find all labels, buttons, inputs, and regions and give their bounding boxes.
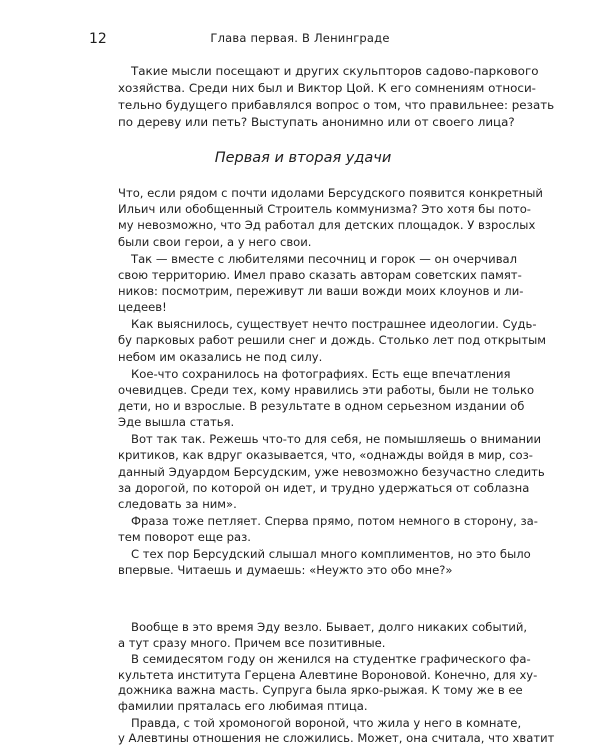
text-line: дети, но и взрослые. В результате в одном серьезном издании об: [118, 399, 525, 413]
text-line: хозяйства. Среди них был и Виктор Цой. К его сомнениям относи-: [118, 81, 536, 95]
text-line: тельно будущего прибавлялся вопрос о том, что правильнее: резать: [118, 98, 555, 112]
text-line: Что, если рядом с почти идолами Берсудского появится конкретный: [118, 186, 543, 200]
text-line: бу парковых работ решили снег и дождь. Столько лет под открытым: [118, 333, 546, 348]
text-line: му невозможно, что Эд работал для детских площадок. У взрослых: [118, 218, 536, 233]
section-heading: Первая и вторая удачи: [214, 150, 392, 166]
text-line: за дорогой, по которой он идет, и трудно удержаться от соблазна: [118, 480, 530, 495]
text-line: Так — вместе с любителями песочниц и горок — он очерчивал: [131, 251, 518, 266]
text-line: ников: посмотрим, переживут ли ваши вожди моих клоунов и ли-: [118, 284, 524, 298]
text-line: тем поворот еще раз.: [118, 530, 251, 545]
text-line: критиков, как вдруг оказывается, что, «однажды войдя в мир, соз-: [118, 448, 533, 463]
text-line: были свои герои, а у него свои.: [118, 234, 312, 249]
text-line: Кое-что сохранилось на фотографиях. Есть еще впечатления: [131, 366, 511, 381]
text-line: культета института Герцена Алевтине Вороновой. Конечно, для ху-: [118, 667, 538, 682]
text-line: цедеев!: [118, 300, 167, 315]
text-line: Правда, с той хромоногой вороной, что жила у него в комнате,: [131, 715, 522, 730]
text-line: очевидцев. Среди тех, кому нравились эти работы, были не только: [118, 382, 535, 397]
text-line: Эде вышла статья.: [118, 415, 235, 430]
text-line: следовать за ним».: [118, 497, 237, 511]
text-line: Как выяснилось, существует нечто пострашнее идеологии. Судь-: [131, 317, 537, 332]
text-line: данный Эдуардом Берсудским, уже невозможно безучастно следить: [118, 464, 545, 479]
text-line: дожника важна масть. Супруга была ярко-рыжая. К тому же в ее: [118, 683, 523, 698]
text-line: Вот так так. Режешь что-то для себя, не помышляешь о внимании: [131, 432, 542, 447]
text-line: Вообще в это время Эду везло. Бывает, долго никаких событий,: [131, 620, 528, 634]
text-line: фамилии пряталась его любимая птица.: [118, 699, 368, 713]
text-line: Такие мысли посещают и других скульпторов садово-паркового: [131, 64, 539, 78]
text-line: свою территорию. Имел право сказать авторам советских памят-: [118, 267, 522, 282]
text-line: С тех пор Берсудский слышал много комплиментов, но это было: [131, 547, 531, 562]
text-line: Фраза тоже петляет. Сперва прямо, потом немного в сторону, за-: [131, 514, 538, 528]
text-line: небом им оказались не под силу.: [118, 349, 323, 364]
text-line: а тут сразу много. Причем все позитивные.: [118, 635, 386, 650]
text-line: В семидесятом году он женился на студентке графического фа-: [131, 652, 531, 667]
text-line: у Алевтины отношения не сложились. Может, она считала, что хватит: [118, 731, 555, 746]
text-line: впервые. Читаешь и думаешь: «Неужто это обо мне?»: [118, 563, 453, 578]
text-line: по дереву или петь? Выступать анонимно или от своего лица?: [118, 115, 515, 129]
page-number: 12: [89, 31, 107, 47]
running-title: Глава первая. В Ленинграде: [210, 31, 390, 45]
text-line: Ильич или обобщенный Строитель коммунизма? Это хотя бы пото-: [118, 202, 531, 217]
